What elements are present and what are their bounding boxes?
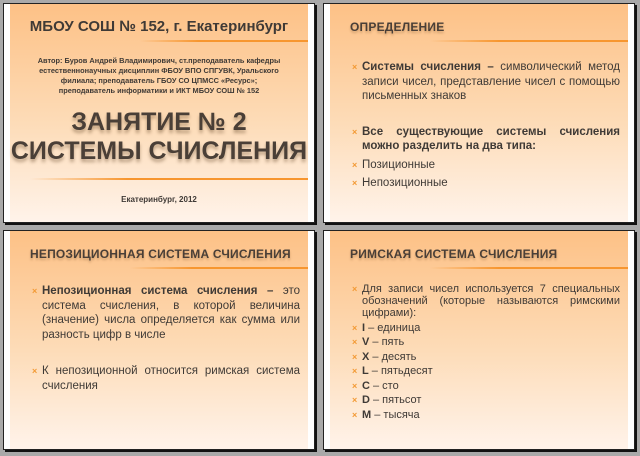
slide-thumbnail-4[interactable] bbox=[323, 230, 635, 450]
list-item bbox=[352, 176, 620, 191]
author-line: естественнонаучных дисциплин ФБОУ ВПО СПГУВК, Уральского bbox=[39, 66, 279, 75]
x-mark-bullet-icon: × bbox=[352, 322, 358, 333]
divider bbox=[430, 40, 628, 42]
list-item bbox=[352, 394, 620, 406]
definition: это система счисления, в которой величина (значение) числа определяется как сумма или разность цифр в числе bbox=[42, 285, 300, 341]
lesson-title bbox=[10, 108, 308, 166]
list-item bbox=[352, 336, 620, 348]
slide-body bbox=[352, 60, 620, 191]
x-mark-bullet-icon: × bbox=[352, 351, 358, 362]
lesson-topic: СИСТЕМЫ СЧИСЛЕНИЯ bbox=[10, 137, 308, 165]
x-mark-bullet-icon: × bbox=[32, 366, 38, 376]
term: Непозиционная система счисления – bbox=[42, 285, 274, 297]
lesson-number: ЗАНЯТИЕ № 2 bbox=[71, 108, 247, 136]
x-mark-bullet-icon: × bbox=[32, 286, 38, 296]
type-label: Непозиционные bbox=[362, 177, 448, 189]
roman-numeral: V bbox=[362, 336, 370, 348]
numeral-meaning: – пять bbox=[369, 336, 405, 348]
roman-numeral: C bbox=[362, 379, 370, 392]
author-line: филиала; преподаватель ГБОУ СО ЦПМСС «Ресурс»; bbox=[60, 76, 258, 85]
slide-thumbnail-3[interactable] bbox=[3, 230, 315, 450]
slide-heading: ОПРЕДЕЛЕНИЕ bbox=[350, 20, 445, 34]
list-item bbox=[352, 60, 620, 104]
author-line: преподаватель информатики и ИКТ МБОУ СОШ № 152 bbox=[58, 86, 260, 95]
definition: символический метод записи чисел, представление чисел с помощью письменных знаков bbox=[362, 61, 620, 102]
x-mark-bullet-icon: × bbox=[352, 178, 358, 188]
numeral-meaning: – тысяча bbox=[371, 408, 420, 421]
x-mark-bullet-icon: × bbox=[352, 284, 358, 294]
list-item bbox=[352, 158, 620, 173]
divider bbox=[140, 40, 308, 42]
x-mark-bullet-icon: × bbox=[352, 159, 358, 170]
slide-background bbox=[10, 4, 308, 222]
list-item bbox=[352, 322, 620, 334]
slide-body bbox=[32, 284, 300, 393]
list-item bbox=[352, 125, 620, 154]
x-mark-bullet-icon: × bbox=[352, 337, 358, 347]
divider bbox=[430, 267, 628, 269]
roman-numeral: D bbox=[362, 394, 370, 406]
slide-thumbnail-2[interactable] bbox=[323, 3, 635, 223]
roman-numeral: I bbox=[362, 321, 366, 334]
list-item bbox=[352, 409, 620, 421]
slide-heading: НЕПОЗИЦИОННАЯ СИСТЕМА СЧИСЛЕНИЯ bbox=[30, 247, 291, 261]
school-name: МБОУ СОШ № 152, г. Екатеринбург bbox=[29, 18, 289, 35]
x-mark-bullet-icon: × bbox=[352, 409, 358, 420]
x-mark-bullet-icon: × bbox=[352, 380, 358, 391]
divider bbox=[30, 178, 308, 180]
x-mark-bullet-icon: × bbox=[352, 395, 358, 405]
list-item bbox=[352, 380, 620, 392]
list-item bbox=[32, 364, 300, 393]
numeral-meaning: – десять bbox=[369, 350, 417, 363]
slide-body bbox=[352, 283, 620, 421]
roman-numeral: X bbox=[362, 350, 370, 363]
statement: Все существующие системы счисления можно разделить на два типа: bbox=[362, 125, 620, 152]
roman-numeral: M bbox=[362, 408, 372, 421]
term: Системы счисления – bbox=[362, 61, 494, 73]
intro-text: Для записи чисел используется 7 специальных обозначений (которые называются римскими цифрами): bbox=[362, 283, 620, 319]
author-line: Автор: Буров Андрей Владимирович, ст.преподаватель кафедры bbox=[37, 56, 281, 65]
footer-city-year: Екатеринбург, 2012 bbox=[121, 195, 197, 204]
slide-background bbox=[10, 231, 308, 449]
list-item bbox=[352, 283, 620, 319]
author-info bbox=[10, 56, 308, 96]
list-item bbox=[352, 351, 620, 363]
numeral-meaning: – пятьсот bbox=[369, 394, 422, 406]
x-mark-bullet-icon: × bbox=[352, 62, 358, 72]
numeral-meaning: – единица bbox=[365, 321, 421, 334]
numeral-meaning: – пятьдесят bbox=[368, 365, 433, 377]
type-label: Позиционные bbox=[362, 158, 435, 171]
list-item bbox=[32, 284, 300, 342]
list-item bbox=[352, 365, 620, 377]
numeral-meaning: – сто bbox=[369, 379, 399, 392]
slide-thumbnail-1[interactable] bbox=[3, 3, 315, 223]
statement: К непозиционной относится римская система счисления bbox=[42, 365, 300, 392]
x-mark-bullet-icon: × bbox=[352, 366, 358, 376]
x-mark-bullet-icon: × bbox=[352, 126, 358, 137]
roman-numeral: L bbox=[362, 365, 369, 377]
slide-background bbox=[330, 4, 628, 222]
slide-background bbox=[330, 231, 628, 449]
divider bbox=[130, 267, 308, 269]
slide-heading: РИМСКАЯ СИСТЕМА СЧИСЛЕНИЯ bbox=[350, 247, 558, 261]
